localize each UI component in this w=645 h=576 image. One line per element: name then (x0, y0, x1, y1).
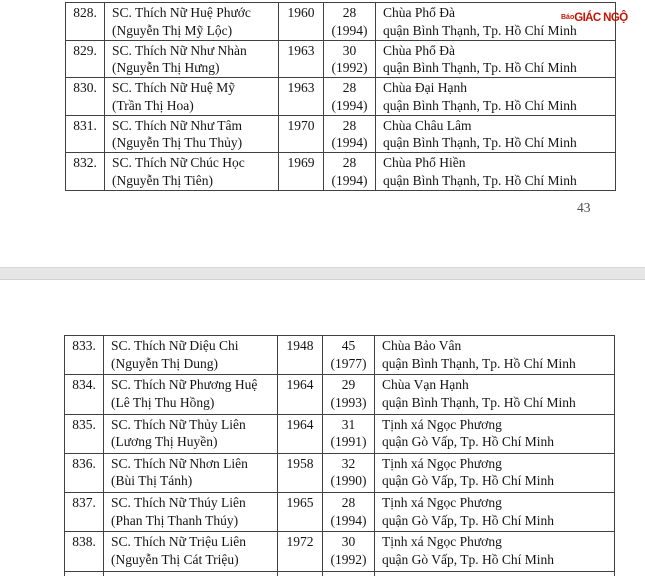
birth-year-cell: 1948 (278, 336, 323, 375)
table-row (65, 336, 615, 375)
page-separator-band (0, 267, 645, 280)
temple-address: quận Bình Thạnh, Tp. Hồ Chí Minh (383, 97, 577, 113)
birth-year-cell: 1963 (279, 78, 324, 116)
birth-year-cell: 1958 (278, 453, 323, 492)
dharma-name: SC. Thích Nữ Phương Huệ (111, 377, 258, 393)
dharma-name: SC. Thích Nữ Thủy Liên (111, 416, 246, 432)
temple-name: Chùa Đại Hạnh (383, 80, 467, 96)
ordination-year: (1991) (330, 434, 367, 450)
watermark-prefix: Báo (561, 14, 575, 21)
age-cell (324, 115, 376, 153)
dharma-name: SC. Thích Nữ Nhơn Liên (111, 455, 248, 471)
name-cell (104, 336, 278, 375)
birth-name: (Nguyễn Thị Dung) (111, 355, 218, 371)
temple-cell (376, 78, 616, 116)
birth-year-cell: 1969 (279, 153, 324, 191)
giac-ngo-watermark (561, 11, 628, 24)
ordination-year: (1994) (331, 172, 368, 188)
birth-name: (Bùi Thị Tánh) (111, 473, 193, 489)
nuns-directory-table-page-1 (65, 2, 616, 191)
ordination-year: (1993) (330, 394, 367, 410)
name-cell (105, 40, 279, 78)
dharma-name: SC. Thích Nữ Thúy Liên (111, 495, 246, 511)
ordination-year: (1990) (330, 473, 367, 489)
temple-address: quận Bình Thạnh, Tp. Hồ Chí Minh (383, 22, 577, 38)
temple-name: Chùa Vạn Hạnh (382, 377, 469, 393)
ordination-year: (1994) (331, 22, 368, 38)
ordination-year: (1977) (330, 355, 367, 371)
temple-name: Tịnh xá Ngọc Phương (382, 416, 502, 432)
temple-cell (375, 375, 615, 414)
age-cell (323, 453, 375, 492)
ordination-year: (1994) (330, 512, 367, 528)
temple-address: quận Gò Vấp, Tp. Hồ Chí Minh (382, 512, 554, 528)
birth-year-cell: 1960 (279, 3, 324, 41)
row-number-cell: 828. (66, 3, 105, 41)
temple-address: quận Gò Vấp, Tp. Hồ Chí Minh (382, 552, 554, 568)
document-page-1 (0, 0, 645, 267)
birth-year-cell: 1964 (278, 414, 323, 453)
table-row (66, 115, 616, 153)
name-cell (105, 153, 279, 191)
row-number-cell: 834. (65, 375, 104, 414)
page-number: 43 (577, 200, 591, 215)
temple-name: Tịnh xá Ngọc Phương (382, 455, 502, 471)
temple-address: quận Bình Thạnh, Tp. Hồ Chí Minh (383, 60, 577, 76)
birth-name: (Lê Thị Thu Hồng) (111, 394, 215, 410)
birth-year-cell: 1965 (278, 493, 323, 532)
dharma-name: SC. Thích Nữ Chúc Học (112, 155, 245, 171)
temple-address: quận Bình Thạnh, Tp. Hồ Chí Minh (383, 172, 577, 188)
age-value: 28 (342, 155, 357, 171)
temple-cell (376, 115, 616, 153)
birth-name: (Trần Thị Hoa) (112, 97, 194, 113)
ordination-year: (1994) (331, 135, 368, 151)
temple-cell (376, 40, 616, 78)
age-value: 28 (341, 495, 356, 511)
age-cell (323, 336, 375, 375)
temple-cell (375, 414, 615, 453)
watermark-title: GIÁC NGỘ (574, 12, 628, 24)
dharma-name: SC. Thích Nữ Như Tâm (112, 117, 243, 133)
temple-cell (376, 153, 616, 191)
row-number-cell: 833. (65, 336, 104, 375)
age-cell (324, 40, 376, 78)
age-cell (324, 78, 376, 116)
temple-cell (375, 493, 615, 532)
dharma-name: SC. Thích Nữ Huệ Mỹ (112, 80, 235, 96)
age-value: 30 (342, 42, 357, 58)
row-number-cell: 837. (65, 493, 104, 532)
row-number-cell: 831. (66, 115, 105, 153)
temple-name: Chùa Châu Lâm (383, 117, 472, 133)
table-row (65, 453, 615, 492)
temple-cell (375, 532, 615, 571)
birth-year-cell: 1972 (278, 532, 323, 571)
name-cell (105, 78, 279, 116)
temple-name: Tịnh xá Ngọc Phương (382, 534, 502, 550)
birth-name: (Phan Thị Thanh Thúy) (111, 512, 239, 528)
name-cell (104, 414, 278, 453)
birth-year-cell: 1964 (278, 375, 323, 414)
name-cell (104, 375, 278, 414)
age-cell (323, 493, 375, 532)
table-row (65, 375, 615, 414)
table-row (65, 414, 615, 453)
age-cell (323, 414, 375, 453)
age-cell (323, 532, 375, 571)
birth-name: (Nguyễn Thị Cát Triệu) (111, 552, 239, 568)
birth-name: (Nguyễn Thị Mỹ Lộc) (112, 22, 233, 38)
name-cell (104, 532, 278, 571)
ordination-year: (1992) (331, 60, 368, 76)
birth-year-cell: 1963 (279, 40, 324, 78)
age-value: 28 (342, 117, 357, 133)
temple-cell (375, 336, 615, 375)
table-row (66, 78, 616, 116)
name-cell (105, 3, 279, 41)
table-row (66, 3, 616, 41)
row-number-cell: 836. (65, 453, 104, 492)
age-cell (324, 153, 376, 191)
nuns-directory-table-page-2 (64, 335, 615, 576)
name-cell (105, 115, 279, 153)
temple-cell (375, 453, 615, 492)
name-cell (104, 453, 278, 492)
temple-name: Chùa Phổ Đà (383, 42, 455, 58)
ordination-year: (1992) (330, 552, 367, 568)
row-number-cell: 830. (66, 78, 105, 116)
birth-year-cell: 1970 (279, 115, 324, 153)
age-value: 45 (341, 338, 356, 353)
temple-address: quận Gò Vấp, Tp. Hồ Chí Minh (382, 434, 554, 450)
dharma-name: SC. Thích Nữ Như Nhàn (112, 42, 247, 58)
age-value: 29 (341, 377, 356, 393)
table-row (65, 532, 615, 571)
name-cell (104, 493, 278, 532)
row-number-cell: 835. (65, 414, 104, 453)
document-page-2 (0, 280, 645, 576)
ordination-year: (1994) (331, 97, 368, 113)
temple-name: Chùa Phổ Đà (383, 5, 455, 20)
dharma-name: SC. Thích Nữ Huệ Phước (112, 5, 251, 20)
dharma-name: SC. Thích Nữ Diệu Chi (111, 338, 239, 353)
temple-address: quận Bình Thạnh, Tp. Hồ Chí Minh (382, 394, 576, 410)
birth-name: (Nguyễn Thị Tiên) (112, 172, 214, 188)
age-value: 28 (342, 80, 357, 96)
temple-address: quận Bình Thạnh, Tp. Hồ Chí Minh (383, 135, 577, 151)
birth-name: (Nguyễn Thị Hưng) (112, 60, 220, 76)
age-value: 32 (341, 455, 356, 471)
row-number-cell: 838. (65, 532, 104, 571)
age-cell (324, 3, 376, 41)
birth-name: (Lương Thị Huyền) (111, 434, 218, 450)
temple-name: Chùa Phổ Hiền (383, 155, 466, 171)
age-value: 31 (341, 416, 356, 432)
table-row (66, 153, 616, 191)
temple-name: Tịnh xá Ngọc Phương (382, 495, 502, 511)
temple-address: quận Gò Vấp, Tp. Hồ Chí Minh (382, 473, 554, 489)
age-cell (323, 375, 375, 414)
age-value: 30 (341, 534, 356, 550)
dharma-name: SC. Thích Nữ Triệu Liên (111, 534, 246, 550)
temple-name: Chùa Bảo Vân (382, 338, 462, 353)
row-number-cell: 832. (66, 153, 105, 191)
row-number-cell: 829. (66, 40, 105, 78)
table-row (66, 40, 616, 78)
temple-address: quận Bình Thạnh, Tp. Hồ Chí Minh (382, 355, 576, 371)
age-value: 28 (342, 5, 357, 20)
clipped-next-row (65, 571, 615, 576)
table-row (65, 493, 615, 532)
birth-name: (Nguyễn Thị Thu Thủy) (112, 135, 243, 151)
